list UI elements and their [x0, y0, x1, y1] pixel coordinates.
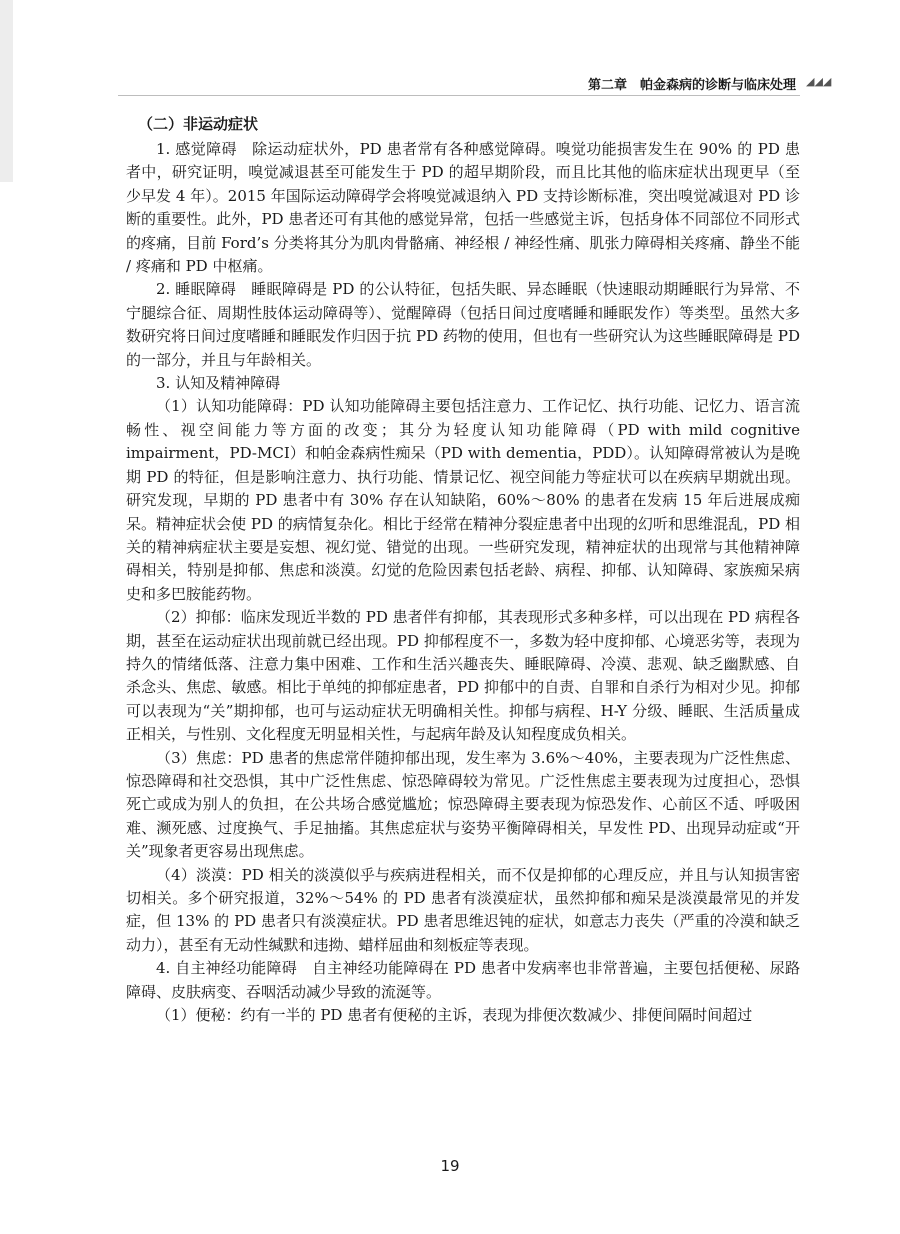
paragraph-apathy: （4）淡漠：PD 相关的淡漠似乎与疾病进程相关，而不仅是抑郁的心理反应，并且与认知损害密切相关。多个研究报道，32%～54% 的 PD 患者有淡漠症状，虽然抑郁和痴呆是淡漠最常见的并发症，但 13% 的 PD 患者只有淡漠症状。PD 患者思维迟钝的症状，如意志力丧失（严重的冷漠和缺乏动力），甚至有无动性缄默和违拗、蜡样屈曲和刻板症等表现。 [126, 865, 800, 954]
paragraph-autonomic: 4. 自主神经功能障碍 自主神经功能障碍在 PD 患者中发病率也非常普遍，主要包括便秘、尿路障碍、皮肤病变、吞咽活动减少导致的流涎等。 [126, 959, 800, 1001]
paragraph-constipation: （1）便秘：约有一半的 PD 患者有便秘的主诉，表现为排便次数减少、排便间隔时间超过 [156, 1006, 753, 1025]
paragraph-anxiety: （3）焦虑：PD 患者的焦虑常伴随抑郁出现，发生率为 3.6%～40%，主要表现为广泛性焦虑、惊恐障碍和社交恐惧，其中广泛性焦虑、惊恐障碍较为常见。广泛性焦虑主要表现为过度担心，恐惧死亡或成为别人的负担，在公共场合感觉尴尬；惊恐障碍主要表现为惊恐发作、心前区不适、呼吸困难、濒死感、过度换气、手足抽搐。其焦虑症状与姿势平衡障碍相关，早发性 PD、出现异动症或“开关”现象者更容易出现焦虑。 [126, 748, 800, 861]
running-header [587, 74, 832, 93]
page-body [126, 112, 800, 1027]
page-number: 19 [440, 1157, 460, 1175]
section-title: （二）非运动症状 [138, 115, 259, 133]
paragraph-cognitive: （1）认知功能障碍：PD 认知功能障碍主要包括注意力、工作记忆、执行功能、记忆力、语言流畅性、视空间能力等方面的改变；其分为轻度认知功能障碍（PD with mild cognitive impairment，PD-MCI）和帕金森病性痴呆（PD with dementia，PDD）。认知障碍常被认为是晚期 PD 的特征，但是影响注意力、执行功能、情景记忆、视空间能力等症状可以在疾病早期就出现。研究发现，早期的 PD 患者中有 30% 存在认知缺陷，60%～80% 的患者在发病 15 年后进展成痴呆。精神症状会使 PD 的病情复杂化。相比于经常在精神分裂症患者中出现的幻听和思维混乱，PD 相关的精神病症状主要是妄想、视幻觉、错觉的出现。一些研究发现，精神症状的出现常与其他精神障碍相关，特别是抑郁、焦虑和淡漠。幻觉的危险因素包括老龄、病程、抑郁、认知障碍、家族痴呆病史和多巴胺能药物。 [126, 397, 800, 603]
paragraph-sleep: 2. 睡眠障碍 睡眠障碍是 PD 的公认特征，包括失眠、异态睡眠（快速眼动期睡眠行为异常、不宁腿综合征、周期性肢体运动障碍等）、觉醒障碍（包括日间过度嗜睡和睡眠发作）等类型。虽然大多数研究将日间过度嗜睡和睡眠发作归因于抗 PD 药物的使用，但也有一些研究认为这些睡眠障碍是 PD 的一部分，并且与年龄相关。 [126, 280, 800, 369]
paragraph-depression: （2）抑郁：临床发现近半数的 PD 患者伴有抑郁，其表现形式多种多样，可以出现在 PD 病程各期，甚至在运动症状出现前就已经出现。PD 抑郁程度不一，多数为轻中度抑郁、心境恶劣等，表现为持久的情绪低落、注意力集中困难、工作和生活兴趣丧失、睡眠障碍、冷漠、悲观、缺乏幽默感、自杀念头、焦虑、敏感。相比于单纯的抑郁症患者，PD 抑郁中的自责、自罪和自杀行为相对少见。抑郁可以表现为“关”期抑郁，也可与运动症状无明确相关性。抑郁与病程、H-Y 分级、睡眠、生活质量成正相关，与性别、文化程度无明显相关性，与起病年龄及认知程度成负相关。 [126, 608, 800, 744]
paragraph-sensory: 1. 感觉障碍 除运动症状外，PD 患者常有各种感觉障碍。嗅觉功能损害发生在 90% 的 PD 患者中，研究证明，嗅觉减退甚至可能发生于 PD 的超早期阶段，而且比其他的临床症状出现更早（至少早发 4 年）。2015 年国际运动障碍学会将嗅觉减退纳入 PD 支持诊断标准，突出嗅觉减退对 PD 诊断的重要性。此外，PD 患者还可有其他的感觉异常，包括一些感觉主诉，包括身体不同部位不同形式的疼痛，目前 Ford’s 分类将其分为肌肉骨骼痛、神经根 / 神经性痛、肌张力障碍相关疼痛、静坐不能 / 疼痛和 PD 中枢痛。 [126, 140, 800, 276]
page-edge-strip [0, 0, 13, 182]
header-triangle-icon: ◢◢◢ [806, 75, 832, 88]
header-rule [118, 95, 800, 96]
paragraph-cognitive-heading: 3. 认知及精神障碍 [156, 374, 281, 393]
running-header-title: 第二章 帕金森病的诊断与临床处理 [587, 78, 796, 93]
